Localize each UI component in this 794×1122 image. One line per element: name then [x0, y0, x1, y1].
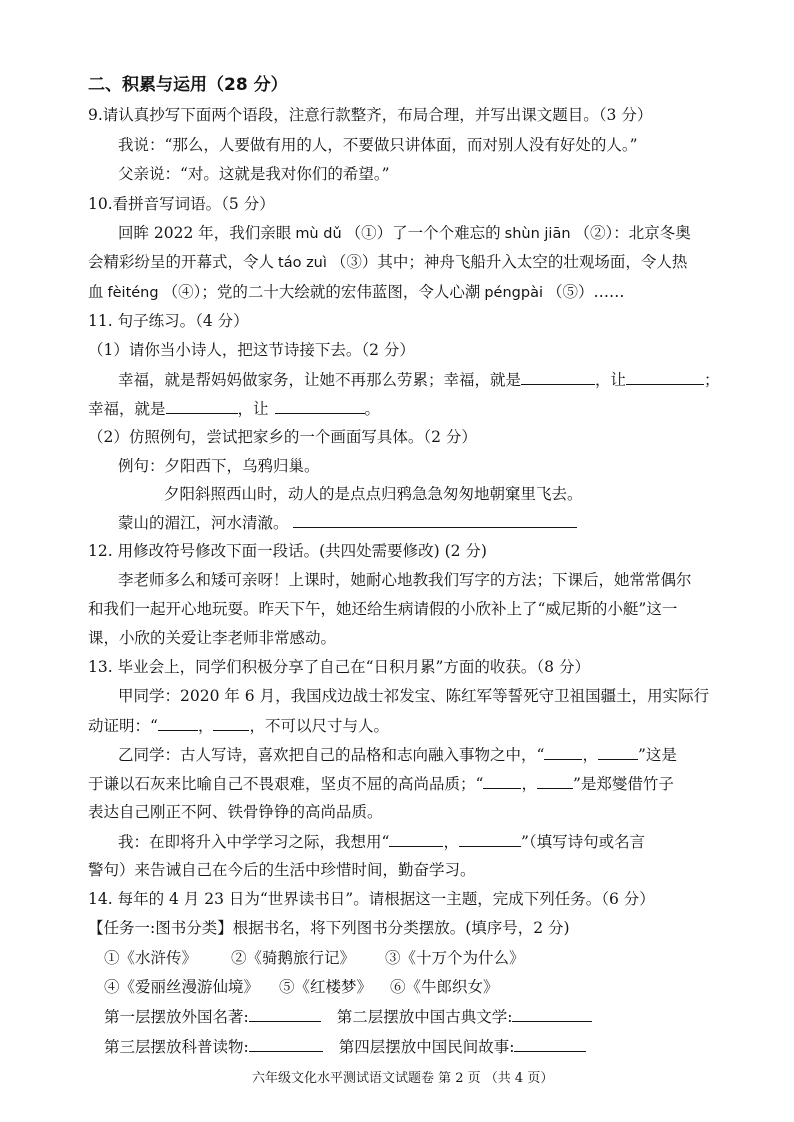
answer-blank[interactable]	[249, 1035, 323, 1052]
book-list-row1	[104, 947, 525, 969]
q11-example1: 例句：夕阳西下，乌鸦归巢。	[118, 457, 320, 475]
q13-b-line2	[88, 772, 674, 795]
book-item: ③《十万个为什么》	[385, 949, 525, 967]
answer-blank[interactable]	[158, 714, 198, 731]
book-item: ②《骑鹅旅行记》	[231, 949, 356, 967]
answer-blank[interactable]	[598, 743, 638, 760]
q11-task-line	[118, 511, 577, 534]
q10-line3	[88, 281, 625, 304]
q13-c-line2: 警句）来告诫自己在今后的生活中珍惜时间，勤奋学习。	[88, 861, 476, 879]
q12-line2: 和我们一起开心地玩耍。昨天下午，她还给生病请假的小欣补上了“威尼斯的小艇”这一	[88, 600, 678, 618]
q13-a-line1: 甲同学：2020 年 6 月，我国戍边战士祁发宝、陈红军等誓死守卫祖国疆土，用实际行	[118, 687, 710, 705]
book-item: ④《爱丽丝漫游仙境》	[104, 978, 260, 996]
q12-stem: 12. 用修改符号修改下面一段话。(共四处需要修改) (2 分)	[88, 542, 487, 560]
q13-a-line2	[88, 714, 389, 737]
q13-stem: 13. 毕业会上，同学们积极分享了自己在“日积月累”方面的收获。（8 分）	[88, 658, 590, 676]
book-item: ⑤《红楼梦》	[279, 978, 373, 996]
q13-text: 动证明：“	[88, 717, 158, 735]
q11-text: 蒙山的湄江，河水清澈。	[118, 514, 289, 532]
q14-stem: 14. 每年的 4 月 23 日为“世界读书日”。请根据这一主题，完成下列任务。（6 分）	[88, 890, 655, 908]
q13-text: ”是郑燮借竹子	[572, 775, 674, 793]
answer-blank[interactable]	[544, 743, 582, 760]
answer-blank[interactable]	[521, 368, 595, 385]
pinyin-feiteng: fèiténg	[107, 285, 159, 301]
answer-blank[interactable]	[389, 830, 443, 847]
q11-example2: 夕阳斜照西山时，动人的是点点归鸦急急匆匆地朝窠里飞去。	[164, 485, 583, 503]
q10-line1	[118, 222, 691, 245]
q9-line1: 我说：“那么，人要做有用的人，不要做只讲体面，而对别人没有好处的人。”	[118, 136, 638, 154]
q10-text: （⑤）……	[546, 283, 625, 301]
q13-text: ”这是	[637, 746, 677, 764]
book-item: ⑥《牛郎织女》	[390, 978, 499, 996]
q13-c-line1	[118, 830, 645, 853]
pinyin-shunjian: shùn jiān	[504, 226, 571, 242]
shelf-row2	[104, 1035, 586, 1058]
q13-text: ，	[521, 775, 537, 793]
q9-stem: 9.请认真抄写下面两个语段，注意行款整齐，布局合理，并写出课文题目。（3 分）	[88, 106, 653, 124]
q10-text: 回眸 2022 年，我们亲眼	[118, 224, 292, 242]
answer-blank[interactable]	[626, 368, 704, 385]
q10-text: 血	[88, 283, 104, 301]
q10-text: （③）其中；神舟飞船升入太空的壮观场面，令人热	[330, 253, 688, 271]
q12-line3: 课，小欣的关爱让李老师非常感动。	[88, 629, 337, 647]
q10-text: （②）：北京冬奥	[574, 224, 691, 242]
answer-blank[interactable]	[213, 714, 249, 731]
shelf-label: 第二层摆放中国古典文学:	[336, 1008, 513, 1026]
answer-blank[interactable]	[514, 1035, 586, 1052]
q10-text: （④）；党的二十大绘就的宏伟蓝图，令人心潮	[162, 283, 481, 301]
answer-blank[interactable]	[249, 1005, 321, 1022]
q13-text: 于谦以石灰来比喻自己不畏艰难，坚贞不屈的高尚品质；“	[88, 775, 484, 793]
q10-line2	[88, 251, 687, 274]
q11-part2: （2）仿照例句，尝试把家乡的一个画面写具体。（2 分）	[88, 428, 477, 446]
answer-blank[interactable]	[275, 397, 365, 414]
q11-part1-line1	[118, 368, 720, 391]
q11-text: 幸福，就是	[88, 400, 166, 418]
q11-text: ，让	[237, 400, 269, 418]
answer-blank[interactable]	[483, 772, 521, 789]
shelf-row1	[104, 1005, 592, 1028]
q13-text: 乙同学：古人写诗，喜欢把自己的品格和志向融入事物之中，“	[118, 746, 545, 764]
q11-stem: 11. 句子练习。（4 分）	[88, 312, 249, 330]
shelf-label: 第四层摆放中国民间故事:	[338, 1038, 515, 1056]
q13-text: ，不可以尺寸与人。	[249, 717, 389, 735]
book-list-row2	[104, 976, 499, 998]
q10-stem: 10.看拼音写词语。（5 分）	[88, 195, 275, 213]
answer-blank[interactable]	[512, 1005, 592, 1022]
pinyin-pengpai: péngpài	[484, 285, 543, 301]
shelf-label: 第一层摆放外国名著:	[104, 1008, 249, 1026]
q11-part1-line2	[88, 397, 380, 420]
q11-text: 幸福，就是帮妈妈做家务，让她不再那么劳累；幸福，就是	[118, 371, 522, 389]
q13-text: ”（填写诗句或名言	[520, 833, 646, 851]
page-footer: 六年级文化水平测试语文试题卷 第 2 页 （共 4 页）	[252, 1071, 554, 1086]
q9-line2: 父亲说：“对。这就是我对你们的希望。”	[118, 165, 390, 183]
answer-blank[interactable]	[166, 397, 238, 414]
q11-text: ；	[704, 371, 720, 389]
q14-task1: 【任务一:图书分类】根据书名，将下列图书分类摆放。(填序号，2 分)	[88, 919, 570, 937]
q11-text: 。	[364, 400, 381, 418]
q10-text: 会精彩纷呈的开幕式，令人	[88, 253, 275, 271]
section-title: 二、积累与运用（28 分）	[88, 75, 288, 95]
answer-blank[interactable]	[293, 511, 577, 528]
q11-text: ，让	[595, 371, 627, 389]
q10-text: （①）了一个个难忘的	[345, 224, 501, 242]
pinyin-mudu: mù dǔ	[295, 226, 342, 242]
q13-text: 我：在即将升入中学学习之际，我想用“	[118, 833, 390, 851]
q13-text: ，	[443, 833, 459, 851]
shelf-label: 第三层摆放科普读物:	[104, 1038, 249, 1056]
book-item: ①《水浒传》	[104, 949, 198, 967]
q13-b-line3: 表达自己刚正不阿、铁骨铮铮的高尚品质。	[88, 803, 383, 821]
pinyin-taozui: táo zuì	[278, 255, 327, 271]
q13-text: ，	[197, 717, 214, 735]
q13-b-line1	[118, 743, 677, 766]
answer-blank[interactable]	[537, 772, 573, 789]
q11-part1: （1）请你当小诗人，把这节诗接下去。（2 分）	[88, 341, 415, 359]
q12-line1: 李老师多么和矮可亲呀！上课时，她耐心地教我们写字的方法；下课后，她常常偶尔	[118, 571, 692, 589]
q13-text: ，	[582, 746, 598, 764]
answer-blank[interactable]	[459, 830, 521, 847]
